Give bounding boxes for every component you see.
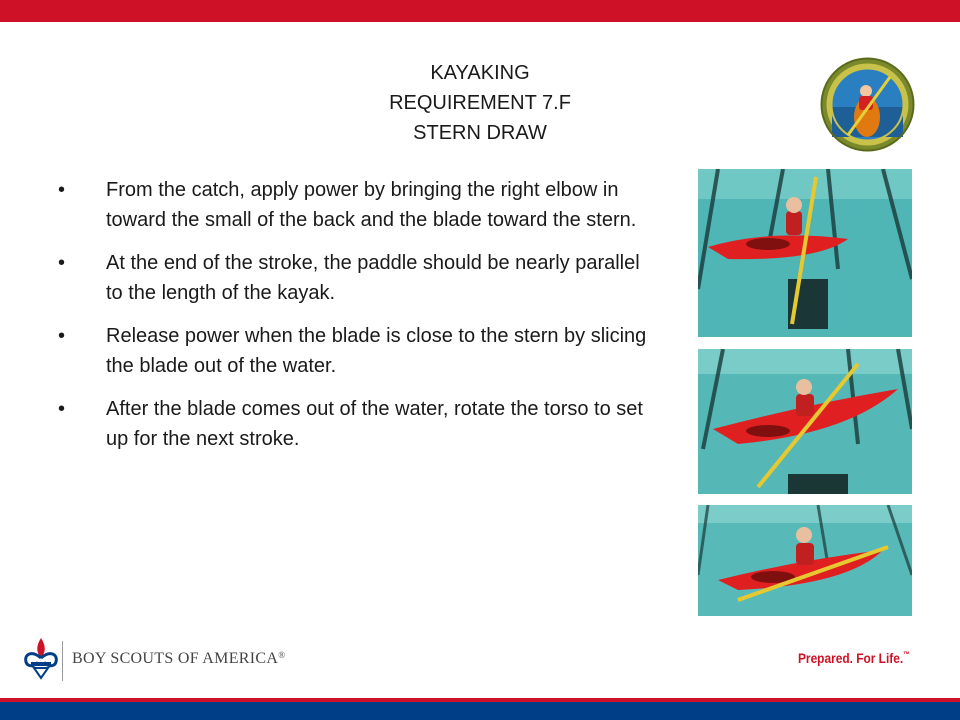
bottom-blue-bar	[0, 698, 960, 720]
bullet-text: After the blade comes out of the water, rotate the torso to set up for the next stroke.	[106, 398, 643, 450]
bullet-dot: •	[58, 179, 66, 201]
bullet-item	[58, 394, 658, 454]
kayak-photo-3	[698, 505, 912, 616]
bullet-text: From the catch, apply power by bringing the right elbow in toward the small of the back and the blade toward the stern.	[106, 179, 637, 231]
footer-divider	[62, 641, 63, 681]
title-line-1: KAYAKING	[430, 62, 530, 84]
slogan	[798, 650, 910, 666]
bsa-fleur-de-lis-logo	[22, 636, 60, 682]
bullet-item	[58, 248, 658, 308]
slide-title	[230, 58, 730, 148]
title-line-2: REQUIREMENT 7.F	[389, 92, 571, 114]
bullet-item	[58, 175, 658, 235]
trademark-mark: ™	[903, 650, 910, 659]
bullet-text: Release power when the blade is close to the stern by slicing the blade out of the water.	[106, 325, 647, 377]
kayak-photo-1	[698, 169, 912, 337]
bullet-text: At the end of the stroke, the paddle should be nearly parallel to the length of the kayak.	[106, 252, 640, 304]
bullet-dot: •	[58, 325, 66, 347]
title-line-3: STERN DRAW	[413, 122, 547, 144]
kayaking-merit-badge	[820, 57, 915, 152]
bottom-red-strip	[0, 698, 960, 702]
org-name: BOY SCOUTS OF AMERICA	[72, 650, 279, 667]
bullet-list	[58, 175, 658, 467]
bullet-dot: •	[58, 398, 66, 420]
bsa-wordmark	[72, 650, 285, 668]
bullet-dot: •	[58, 252, 66, 274]
slogan-text: Prepared. For Life.	[798, 650, 904, 666]
bullet-item	[58, 321, 658, 381]
top-red-bar	[0, 0, 960, 22]
registered-mark: ®	[278, 650, 286, 660]
kayak-photo-2	[698, 349, 912, 494]
